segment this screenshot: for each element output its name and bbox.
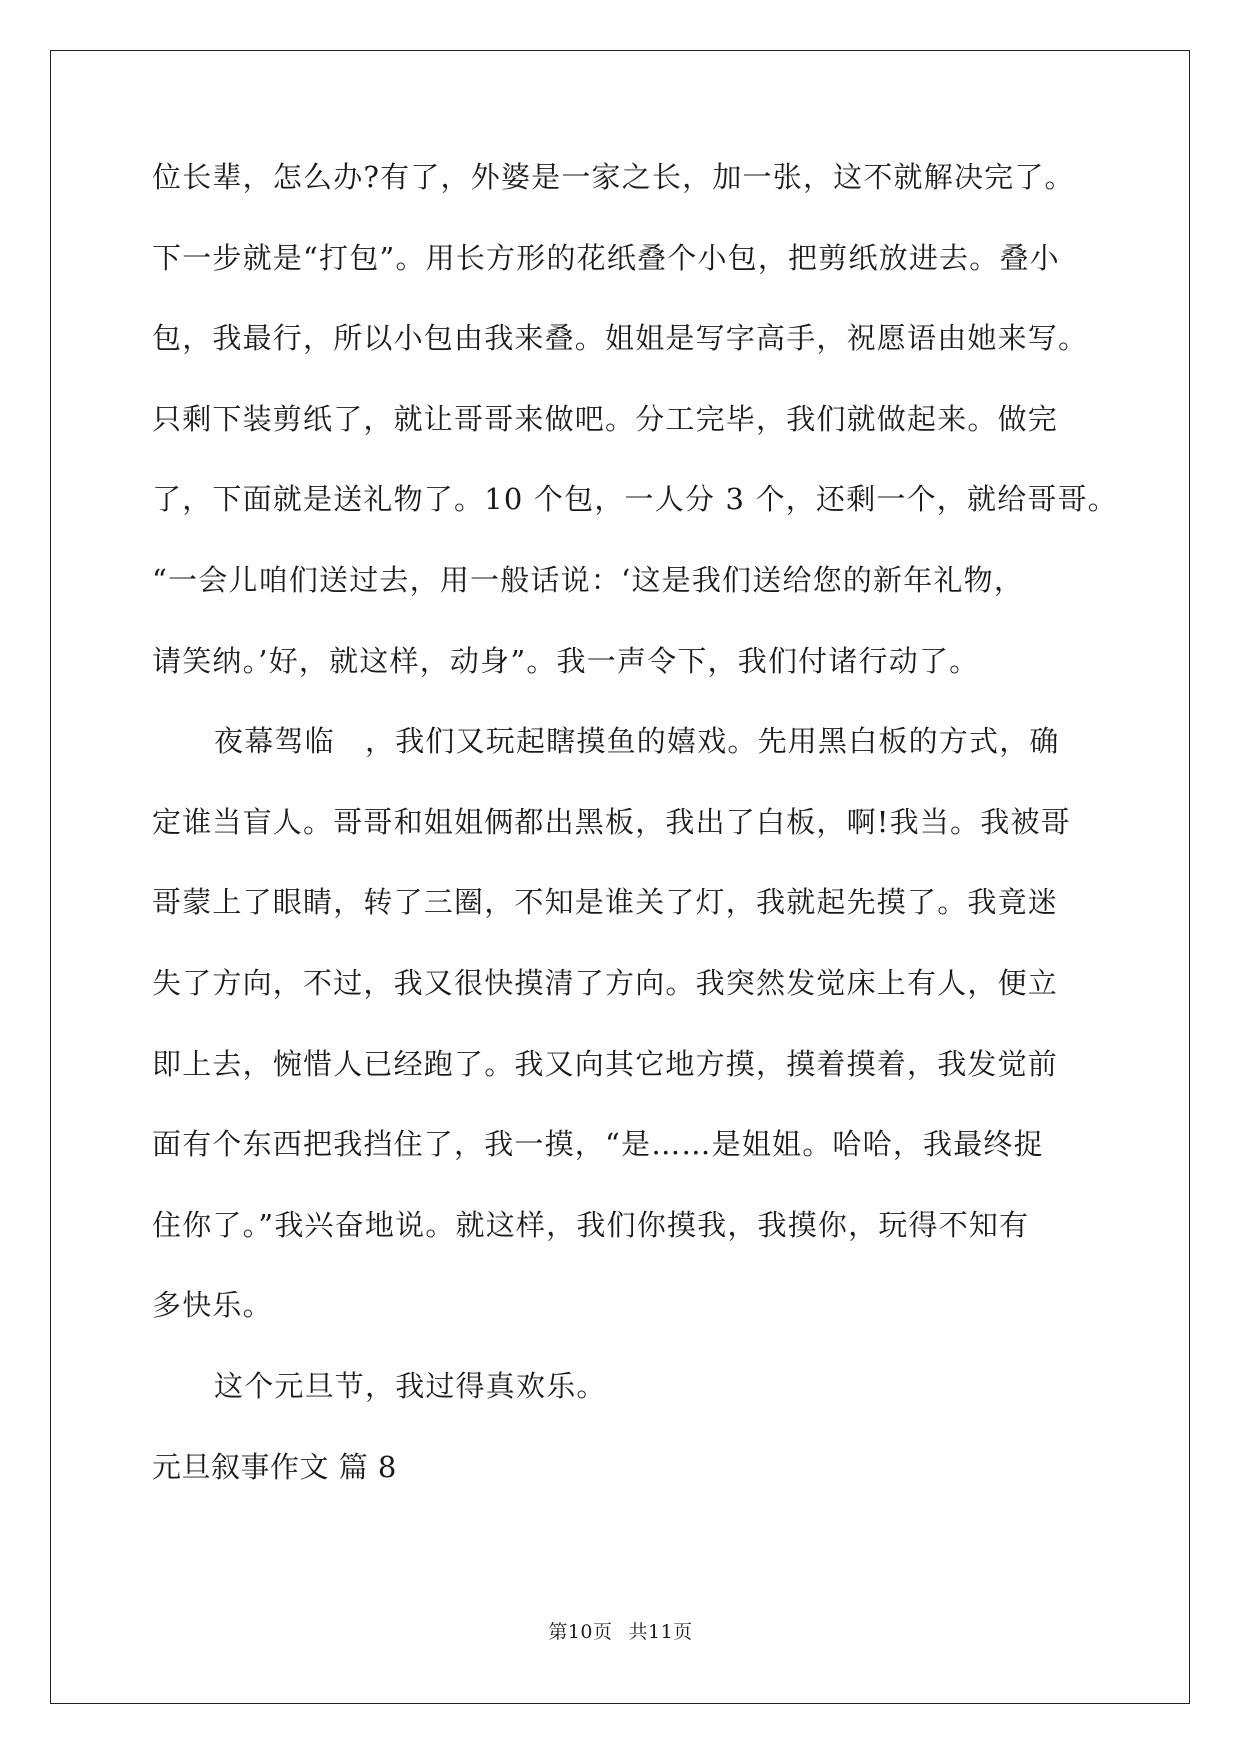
document-body [152,157,1119,1527]
total-pages: 共11页 [628,1621,693,1643]
text-line: 位长辈，怎么办?有了，外婆是一家之长，加一张，这不就解决完了。 [152,160,1075,194]
text-line: 下一步就是“打包”。用长方形的花纸叠个小包，把剪纸放进去。叠小 [152,240,1060,275]
text-line: 失了方向，不过，我又很快摸清了方向。我突然发觉床上有人，便立 [152,965,1059,1000]
text-line: 即上去，惋惜人已经跑了。我又向其它地方摸，摸着摸着，我发觉前 [152,1046,1059,1081]
page-number: 第10页 [548,1621,613,1643]
text-line: 请笑纳。’好，就这样，动身”。我一声令下，我们付诸行动了。 [152,643,980,678]
text-line: 面有个东西把我挡住了，我一摸，“是……是姐姐。哈哈，我最终捉 [152,1127,1044,1162]
text-line: 只剩下装剪纸了，就让哥哥来做吧。分工完毕，我们就做起来。做完 [152,401,1059,436]
text-line: 了，下面就是送礼物了。10 个包，一人分 3 个，还剩一个，就给哥哥。 [152,482,1119,517]
text-line: 包，我最行，所以小包由我来叠。姐姐是写字高手，祝愿语由她来写。 [152,321,1089,356]
paragraph-start-line: 这个元旦节，我过得真欢乐。 [214,1368,607,1403]
text-line: 哥蒙上了眼睛，转了三圈，不知是谁关了灯，我就起先摸了。我竟迷 [152,885,1059,920]
section-heading: 元旦叙事作文 篇 8 [152,1449,397,1484]
text-line: 住你了。”我兴奋地说。就这样，我们你摸我，我摸你，玩得不知有 [152,1207,1030,1242]
text-line: 多快乐。 [152,1288,273,1323]
text-line: 定谁当盲人。哥哥和姐姐俩都出黑板，我出了白板，啊!我当。我被哥 [152,804,1071,839]
paragraph-start-line: 夜幕驾临 ，我们又玩起瞎摸鱼的嬉戏。先用黑白板的方式，确 [214,724,1060,759]
page-footer [0,1620,1241,1644]
text-line: “一会儿咱们送过去，用一般话说：‘这是我们送给您的新年礼物， [152,562,1025,597]
